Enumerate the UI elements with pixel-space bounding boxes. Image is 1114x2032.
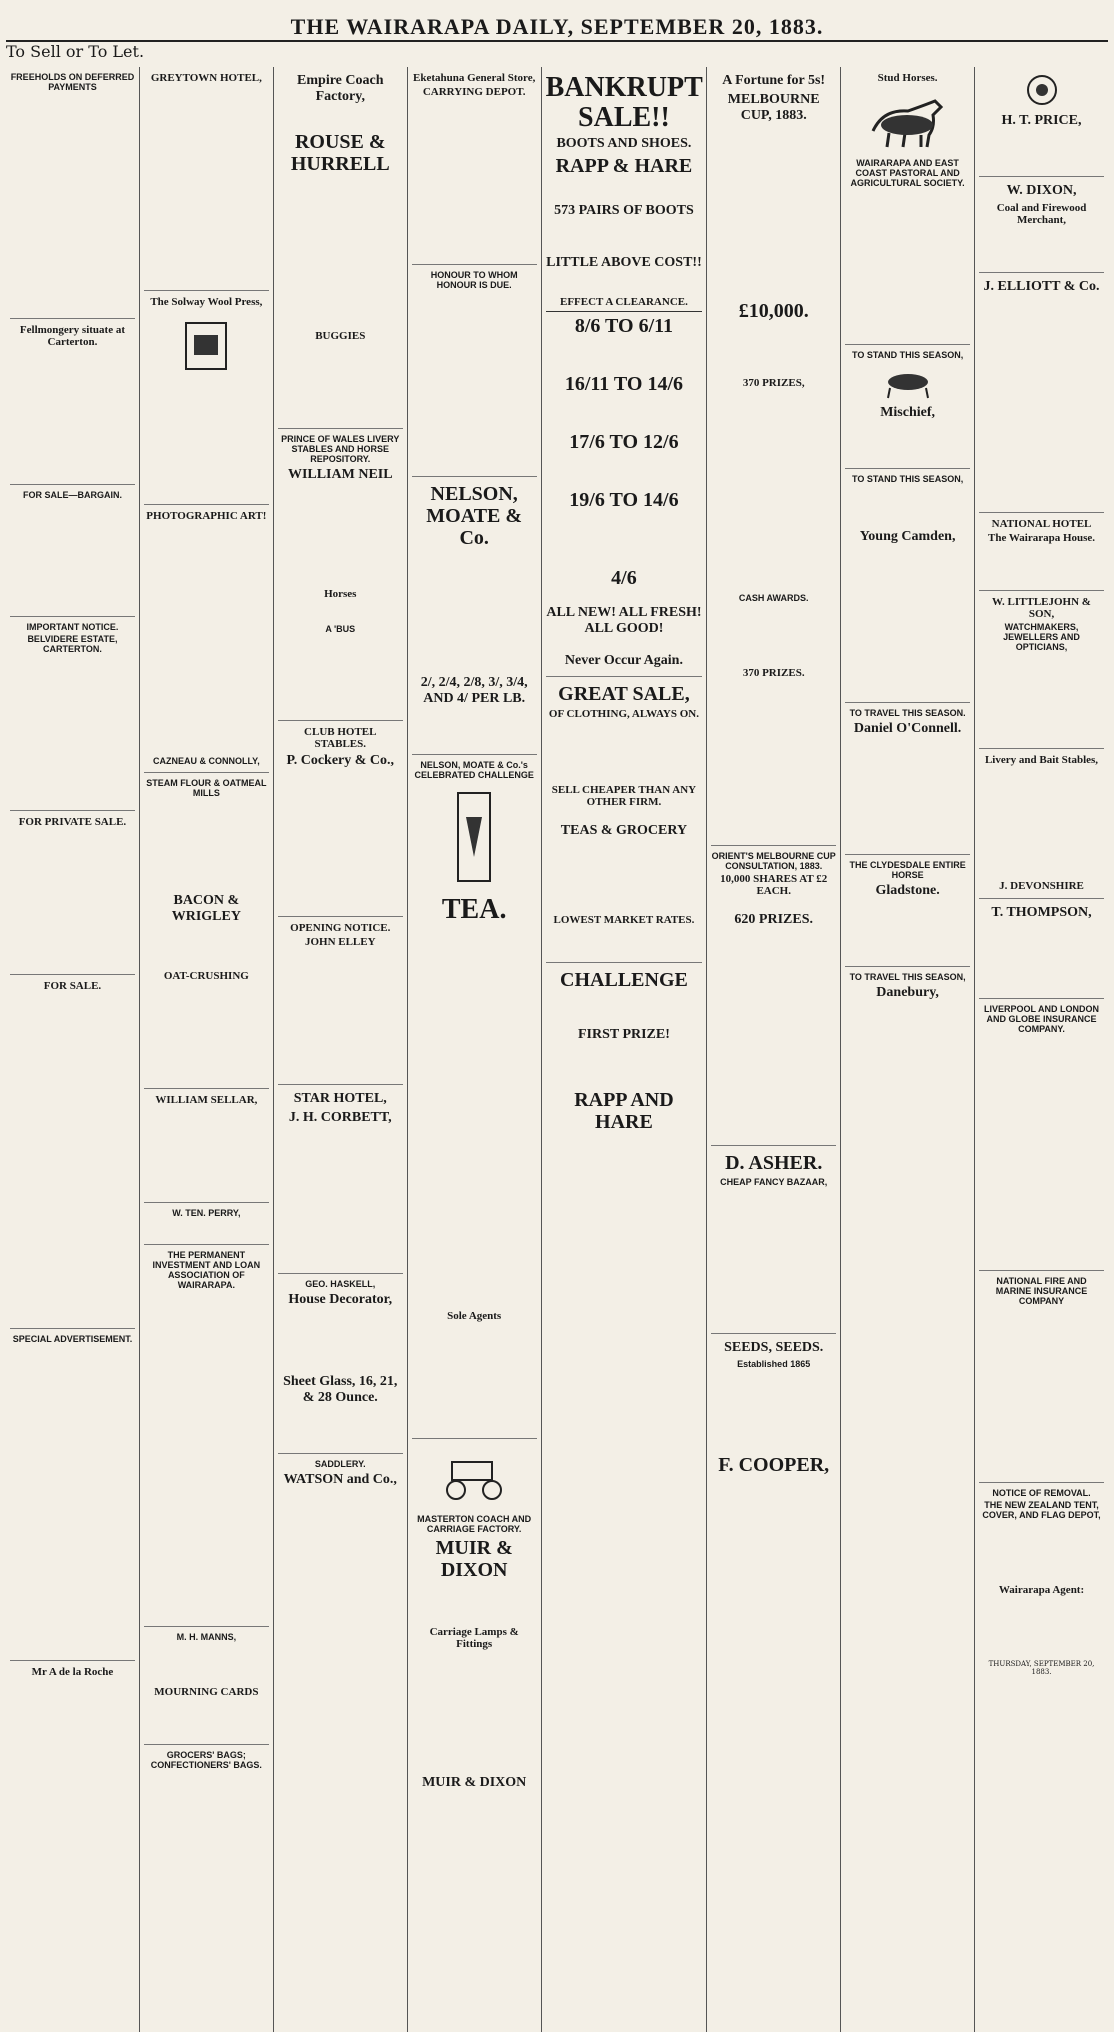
price-reduction: 19/6 TO 14/6 [569,489,679,511]
text-block [278,1311,403,1371]
text-block [278,772,403,912]
text-block [412,292,537,472]
ad-heading: FOR PRIVATE SALE. [18,816,127,829]
ad-subheading: CHEAP FANCY BAZAAR, [720,1177,828,1187]
text-block [546,810,703,820]
ad-heading: Empire Coach Factory, [297,73,384,104]
ad-heading: MASTERTON COACH AND CARRIAGE FACTORY. [417,1514,532,1534]
ad-subheading: BUGGIES [315,330,366,342]
ad-heading: TO STAND THIS SEASON, [852,350,964,360]
ad-subheading: 370 PRIZES, [742,377,805,389]
ad-littlejohn [979,591,1104,749]
ad-signature: F. COOPER, [718,1454,830,1476]
ad-subheading: TEAS & GROCERY [560,823,688,838]
text-block [278,602,403,622]
ad-heading: FOR SALE—BARGAIN. [22,490,122,501]
ad-name: JOHN ELLEY [304,936,376,948]
ad-subheading: Established 1865 [737,1359,811,1369]
ad-perry [144,1203,269,1245]
ad-subheading: MOURNING CARDS [154,1686,259,1698]
text-block [979,924,1104,994]
ad-masterton-coach [412,1439,537,1798]
ad-heading: Livery and Bait Stables, [984,754,1099,766]
newspaper-title: THE WAIRARAPA DAILY, SEPTEMBER 20, 1883. [290,14,824,39]
ad-heading: SADDLERY. [314,1459,366,1469]
ad-subheading: Horses [324,588,357,600]
text-block [412,710,537,750]
text-block [144,86,269,286]
ad-sale-bargain [10,485,135,617]
column-4 [408,67,542,2032]
ad-prince-of-wales [278,429,403,721]
ad-heading: Eketahuna General Store, [413,72,536,84]
column-7 [841,67,975,2032]
ad-heading: M. H. MANNS, [176,1632,237,1642]
ad-slogan: Never Occur Again. [564,653,683,668]
ad-permanent [144,1245,269,1627]
text-block [845,740,970,850]
ad-flour-mills [144,773,269,1089]
text-block [845,548,970,698]
text-block [278,486,403,586]
ad-heading: Stud Horses. [877,72,938,84]
ad-special [10,1329,135,1661]
ad-eketahuna [412,67,537,265]
ad-subheading: BOOTS AND SHOES. [556,136,692,151]
text-block [144,1292,269,1622]
ad-heading: FREEHOLDS ON DEFERRED PAYMENTS [10,72,135,92]
ad-subheading: EFFECT A CLEARANCE. [560,296,688,308]
ad-greytown-hotel [144,67,269,291]
ad-subheading: 370 PRIZES. [742,667,805,679]
text-block [546,514,703,564]
text-block [10,994,135,1324]
ad-stud-horses [845,67,970,345]
ad-name: D. ASHER. [725,1152,823,1174]
ad-slogan: ALL NEW! ALL FRESH! ALL GOOD! [546,605,702,636]
ad-subheading: WATCHMAKERS, JEWELLERS AND OPTICIANS, [1003,622,1080,652]
ad-oconnell [845,703,970,855]
ad-name: T. THOMPSON, [991,905,1092,920]
column-5 [542,67,708,2032]
horse-name: Mischief, [880,405,936,420]
price-reduction: 8/6 TO 6/11 [574,315,674,337]
ad-dixon [979,177,1104,273]
text-block [979,1522,1104,1582]
column-1 [6,67,140,2032]
ad-heading: NATIONAL FIRE AND MARINE INSURANCE COMPANY [995,1276,1088,1306]
ad-name: House Decorator, [288,1292,393,1307]
ad-fellmongery [10,319,135,485]
ad-price [979,67,1104,177]
ad-great-sale [546,677,703,963]
horse-name: Young Camden, [859,529,956,544]
text-block [10,502,135,612]
text-block [412,552,537,672]
ad-signature: MUIR & DIXON [422,1775,527,1790]
text-block [845,1004,970,1764]
ad-heading: PHOTOGRAPHIC ART! [146,510,267,522]
ad-subheading: Sole Agents [447,1310,502,1322]
ad-heading: CHALLENGE [560,969,688,991]
text-block [979,654,1104,744]
ad-orient [711,846,836,1146]
ad-heading: GREYTOWN HOTEL, [150,72,262,84]
text-block [144,1772,269,1812]
text-block [144,1220,269,1240]
ad-heading: LIVERPOOL AND LONDON AND GLOBE INSURANCE COMPANY. [984,1004,1100,1034]
ad-heading: WILLIAM SELLAR, [155,1094,258,1106]
text-block [278,1491,403,1641]
text-block [412,100,537,260]
price-reduction: 17/6 TO 12/6 [569,431,679,453]
text-block [10,830,135,970]
ad-subheading: FIRST PRIZE! [577,1027,670,1042]
ad-body [10,94,135,102]
ad-honour [412,265,537,477]
ad-heading: TO STAND THIS SEASON, [852,474,964,484]
ad-heading: W. TEN. PERRY, [172,1208,241,1218]
columns [6,67,1108,2032]
ad-subheading: BELVIDERE ESTATE, CARTERTON. [27,634,118,655]
text-block [412,1584,537,1624]
ad-liverpool [979,999,1104,1271]
ad-name: WILLIAM NEIL [287,467,393,482]
text-block [10,1680,135,1840]
ad-name: NELSON, MOATE & Co. [426,483,523,549]
horse-name: Gladstone. [875,883,940,898]
ad-subheading: LITTLE ABOVE COST!! [546,255,702,270]
text-block [546,398,703,428]
ad-livery [979,749,1104,899]
text-block [711,899,836,909]
ad-heading: THE PERMANENT INVESTMENT AND LOAN ASSOCIATION OF WAIRARAPA. [152,1250,261,1290]
horse-illustration [845,86,970,156]
ad-asher [711,1146,836,1334]
text-block [412,1324,537,1434]
press-illustration [144,310,269,380]
ad-manns [144,1627,269,1745]
ad-heading: The Solway Wool Press, [150,296,263,308]
ad-subheading: LOWEST MARKET RATES. [553,914,695,926]
text-block [546,722,703,782]
ad-heading: A Fortune for 5s! [722,73,826,88]
text-block [546,640,703,650]
ad-removal [979,1483,1104,1683]
text-block [546,592,703,602]
ad-heading: GREAT SALE, [558,683,690,705]
text-block [546,340,703,370]
text-block [278,178,403,328]
ad-heading: PRINCE OF WALES LIVERY STABLES AND HORSE REPOSITORY. [281,434,400,464]
text-block [979,228,1104,268]
tea-heading: TEA. [441,894,507,925]
text-block [144,928,269,968]
price-reduction: 16/11 TO 14/6 [564,373,684,395]
ad-subheading: Carriage Lamps & Fittings [429,1626,519,1650]
ad-freeholds [10,67,135,319]
masthead [6,4,1108,42]
text-block [10,350,135,480]
ad-heading: CLUB HOTEL STABLES. [304,726,377,750]
text-block [845,902,970,962]
ad-heading: NELSON, MOATE & Co.'s CELEBRATED CHALLENGE [414,760,534,780]
ad-private-sale [10,811,135,975]
horse-name: Daniel O'Connell. [853,721,962,736]
ad-thompson [979,899,1104,999]
text-block [979,132,1104,172]
ad-heading: THE CLYDESDALE ENTIRE HORSE [849,860,966,880]
text-block [711,605,836,665]
ad-elliott [979,273,1104,513]
ad-name: RAPP & HARE [555,155,693,177]
ad-name: W. DIXON, [1006,183,1077,198]
text-block [278,344,403,424]
ad-sellar [144,1089,269,1203]
text-block [144,1644,269,1684]
ad-name: BACON & WRIGLEY [171,893,241,924]
text-block [412,1652,537,1772]
ad-heading: HONOUR TO WHOM HONOUR IS DUE. [430,270,518,290]
text-block [278,1409,403,1449]
ad-subheading: The Wairarapa House. [987,532,1096,544]
ad-heading: SPECIAL ADVERTISEMENT. [12,1334,133,1345]
text-block [278,108,403,128]
text-block [979,1036,1104,1266]
ad-club-hotel [278,721,403,917]
ad-national-hotel [979,513,1104,591]
ad-subheading: 573 PAIRS OF BOOTS [554,203,694,218]
text-block [711,681,836,841]
ad-gladstone [845,855,970,967]
column-8 [975,67,1108,2032]
horse-illustration [845,362,970,402]
ad-heading: GEO. HASKELL, [305,1279,376,1289]
ad-bankrupt [546,67,703,677]
ad-name: J. H. CORBETT, [288,1110,392,1125]
ad-subheading: THE NEW ZEALAND TENT, COVER, AND FLAG DEPOT, [982,1500,1101,1520]
ad-subheading: OF CLOTHING, ALWAYS ON. [548,708,699,720]
ad-heading: Mr A de la Roche [31,1666,114,1679]
ad-heading: NATIONAL HOTEL [991,518,1092,530]
ad-heading: TO TRAVEL THIS SEASON, [849,972,966,982]
ad-heading: TO TRAVEL THIS SEASON. [849,708,966,718]
price-reduction: 4/6 [611,567,637,589]
ad-subheading: OAT-CRUSHING [163,970,249,982]
text-block [144,800,269,890]
text-block [546,456,703,486]
text-block [546,222,703,252]
text-block [144,524,269,754]
ad-photographic [144,505,269,773]
text-block [979,1308,1104,1478]
ad-heading: STEAM FLOUR & OATMEAL MILLS [146,778,267,798]
divider [546,311,703,312]
ad-haskell [278,1274,403,1454]
text-block [845,424,970,464]
ad-heading: OPENING NOTICE. [290,922,391,934]
column-2 [140,67,274,2032]
ad-subheading: CARRYING DEPOT. [422,86,526,98]
ad-heading: ORIENT'S MELBOURNE CUP CONSULTATION, 1883. [711,851,836,871]
ad-name: P. Cockery & Co., [286,753,395,768]
ad-star-hotel [278,1085,403,1274]
ad-subheading: 10,000 SHARES AT £2 EACH. [720,873,828,897]
text-block [278,950,403,1080]
ad-empire-coach [278,67,403,429]
ad-important [10,617,135,811]
text-block [979,298,1104,508]
text-block [10,1346,135,1656]
ad-saddlery [278,1454,403,1645]
ad-subheading: SELL CHEAPER THAN ANY OTHER FIRM. [551,784,697,808]
ad-subheading: WAIRARAPA AND EAST COAST PASTORAL AND AGRICULTURAL SOCIETY. [850,158,965,188]
text-block [711,931,836,1141]
text-block [144,1108,269,1198]
ad-young-camden [845,469,970,703]
ad-subheading: Coal and Firewood Merchant, [996,202,1087,226]
text-block [845,190,970,340]
ad-subheading: CASH AWARDS. [738,593,809,603]
carriage-illustration [412,1442,537,1512]
ad-heading: FOR SALE. [43,980,102,993]
ad-fortune [711,67,836,846]
text-block [144,380,269,500]
text-block [711,1189,836,1329]
ad-heading: SEEDS, SEEDS. [724,1340,824,1355]
ad-heading: W. LITTLEJOHN & SON, [992,596,1091,620]
ad-heading: Fellmongery situate at Carterton. [19,324,125,349]
ad-roche [10,1661,135,1844]
text-block [711,127,836,297]
ad-name: H. T. PRICE, [1001,113,1082,128]
ad-heading: STAR HOTEL, [293,1091,387,1106]
text-block [144,984,269,1084]
tea-packet-illustration [412,782,537,892]
issue-date-line: THURSDAY, SEPTEMBER 20, 1883. [988,1660,1095,1677]
ad-national-fire [979,1271,1104,1483]
ad-subheading: Sheet Glass, 16, 21, & 28 Ounce. [283,1374,398,1405]
ad-heading: NOTICE OF REMOVAL. [992,1488,1091,1498]
column-6 [707,67,841,2032]
crest-illustration [979,70,1104,110]
price-list: 2/, 2/4, 2/8, 3/, 3/4, AND 4/ PER LB. [420,675,528,706]
text-block [144,1700,269,1740]
ad-subheading: 620 PRIZES. [734,912,813,927]
text-block [546,180,703,200]
text-block [979,768,1104,878]
text-block [10,656,135,806]
text-block [546,994,703,1024]
text-block [10,104,135,314]
ad-name: MUIR & DIXON [435,1537,513,1581]
text-block [546,928,703,958]
ad-danebury [845,967,970,1768]
ad-name: WATSON and Co., [283,1472,397,1487]
ad-challenge-prize [546,963,703,1140]
ad-heading: BANKRUPT SALE!! [545,72,703,133]
ad-subheading: A 'BUS [325,624,356,634]
ad-signature: J. DEVONSHIRE [999,880,1084,892]
ad-signature: RAPP AND HARE [574,1089,674,1133]
ad-challenge-tea [412,755,537,1439]
text-block [979,1598,1104,1658]
ad-opening [278,917,403,1085]
ad-nelson-moate [412,477,537,755]
text-block [979,546,1104,586]
horse-name: Danebury, [876,985,939,1000]
text-block [845,486,970,526]
left-note: To Sell or To Let. [6,42,145,61]
text-block [711,1371,836,1451]
ad-amount: £10,000. [738,300,809,322]
ad-heading: GROCERS' BAGS; CONFECTIONERS' BAGS. [150,1750,262,1770]
text-block [546,1046,703,1086]
ad-for-sale [10,975,135,1329]
ad-subheading: Wairarapa Agent: [998,1584,1085,1596]
text-block [546,842,703,912]
ad-name: J. ELLIOTT & Co. [983,279,1100,294]
ad-name: ROUSE & HURRELL [290,131,390,175]
text-block [711,325,836,375]
ad-mischief [845,345,970,469]
ad-signature: CAZNEAU & CONNOLLY, [153,756,260,766]
column-3 [274,67,408,2032]
text-block [278,636,403,716]
text-block [711,391,836,591]
ad-grocers [144,1745,269,1816]
text-block [412,928,537,1308]
ad-heading: IMPORTANT NOTICE. [26,622,119,633]
text-block [546,274,703,294]
ad-subheading: MELBOURNE CUP, 1883. [727,92,820,123]
ad-solway [144,291,269,505]
text-block [278,1129,403,1269]
ad-seeds [711,1334,836,1483]
